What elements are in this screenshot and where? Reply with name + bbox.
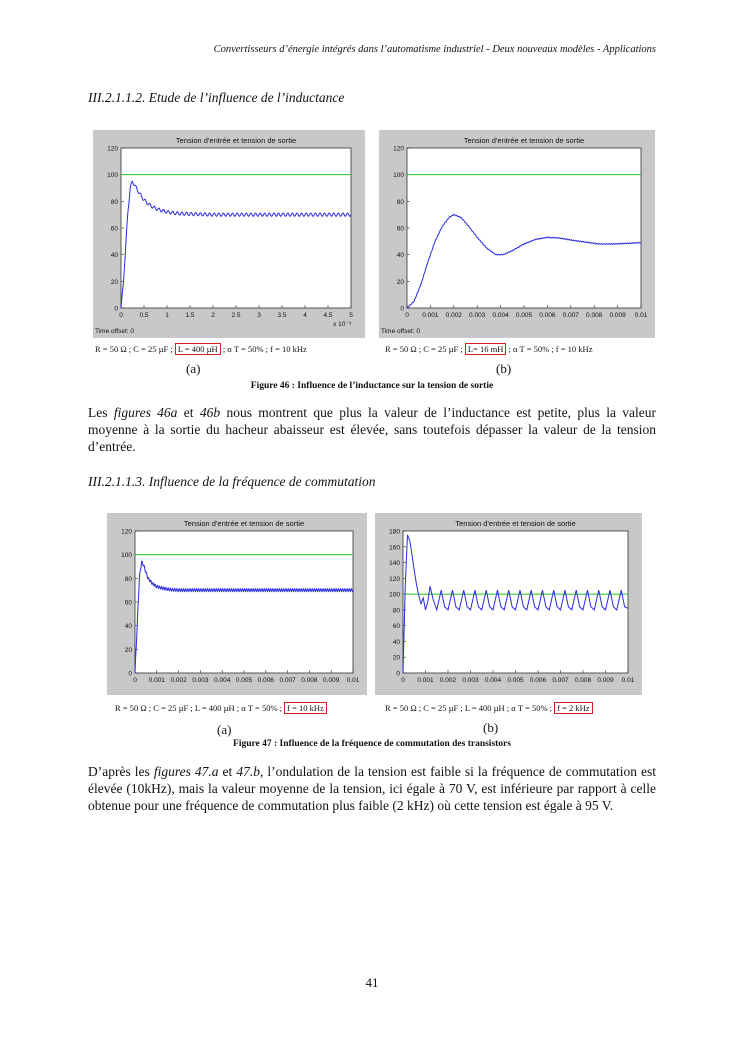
y-tick-label: 80	[124, 575, 132, 583]
fig46a-highlighted-param: L = 400 µH	[175, 343, 221, 355]
y-tick-label: 140	[389, 560, 400, 568]
x-tick-label: 0.009	[597, 677, 614, 684]
x-tick-label: 0.002	[445, 312, 462, 319]
y-tick-label: 0	[114, 305, 118, 313]
time-offset-label: Time offset: 0	[381, 328, 421, 335]
chart-fig47a	[107, 513, 367, 695]
x-tick-label: 0.003	[469, 312, 486, 319]
y-tick-label: 80	[110, 198, 118, 206]
y-tick-label: 120	[393, 145, 404, 153]
y-tick-label: 40	[392, 638, 400, 646]
x-tick-label: 3	[257, 312, 261, 319]
x-tick-label: 0.005	[235, 677, 253, 684]
x-tick-label: 5	[349, 312, 353, 319]
fig46-label-b: (b)	[496, 361, 512, 376]
y-tick-label: 20	[392, 654, 400, 662]
x-tick-label: 4	[303, 312, 307, 319]
y-tick-label: 80	[392, 607, 400, 615]
y-tick-label: 20	[396, 278, 404, 286]
x-tick-label: 0.007	[552, 677, 569, 684]
y-tick-label: 60	[124, 599, 132, 607]
x-tick-label: 0.003	[192, 677, 209, 684]
chart-fig46b	[379, 130, 655, 338]
fig46b-parameters: R = 50 Ω ; C = 25 µF ; L= 16 mH ; α T = 50% ; f = 10 kHz	[385, 344, 593, 354]
y-tick-label: 40	[110, 252, 118, 260]
x-tick-label: 0.005	[515, 312, 533, 319]
x-tick-label: 0.007	[562, 312, 579, 319]
y-tick-label: 120	[389, 575, 400, 583]
x-tick-label: 0.002	[170, 677, 187, 684]
y-tick-label: 60	[396, 225, 404, 233]
plot-area	[121, 148, 351, 308]
fig46a-parameters: R = 50 Ω ; C = 25 µF ; L = 400 µH ; α T = 50% ; f = 10 kHz	[95, 344, 307, 354]
x-tick-label: 0.003	[462, 677, 479, 684]
x-tick-label: 1	[165, 312, 169, 319]
chart-fig47b	[375, 513, 642, 695]
x-tick-label: 0.001	[417, 677, 434, 684]
y-tick-label: 100	[389, 591, 400, 599]
x-tick-label: 0.008	[301, 677, 318, 684]
figure-47-caption: Figure 47 : Influence de la fréquence de commutation des transistors	[233, 739, 511, 749]
y-tick-label: 40	[396, 252, 404, 260]
y-tick-label: 100	[107, 172, 118, 180]
y-tick-label: 20	[124, 646, 132, 654]
fig47-label-a: (a)	[217, 722, 232, 737]
x-tick-label: 0.004	[492, 312, 509, 319]
y-tick-label: 120	[121, 528, 132, 536]
chart-title: Tension d'entrée et tension de sortie	[183, 519, 305, 528]
paragraph-inductance: Les figures 46a et 46b nous montrent que plus la valeur de l’inductance est petite, plus la valeur moyenne à la sortie du hacheur abaisseur est élevée, sans toutefois dépasser la valeur de la tension d’entrée.	[88, 405, 656, 454]
x-tick-label: 0.006	[529, 677, 547, 684]
figure-46-caption: Figure 46 : Influence de l’inductance sur la tension de sortie	[250, 381, 494, 391]
fig47a-highlighted-param: f = 10 kHz	[284, 702, 327, 714]
page-number: 41	[365, 975, 379, 990]
x-tick-label: 1.5	[185, 312, 195, 319]
x-tick-label: 0	[401, 677, 405, 684]
section-heading-inductance: III.2.1.1.2. Etude de l’influence de l’inductance	[88, 90, 345, 105]
section-heading-frequency: III.2.1.1.3. Influence de la fréquence de commutation	[88, 474, 376, 489]
chart-title: Tension d'entrée et tension de sortie	[455, 519, 576, 528]
y-tick-label: 80	[396, 198, 404, 206]
x-tick-label: 3.5	[277, 312, 287, 319]
x-tick-label: 0.005	[507, 677, 524, 684]
y-tick-label: 0	[396, 670, 400, 678]
y-tick-label: 60	[110, 225, 118, 233]
chart-fig46a	[93, 130, 365, 338]
fig46-label-a: (a)	[186, 361, 201, 376]
y-tick-label: 40	[124, 623, 132, 631]
x-tick-label: 0.001	[148, 677, 165, 684]
x-tick-label: 2.5	[231, 312, 241, 319]
y-tick-label: 100	[121, 552, 132, 560]
running-header: Convertisseurs d’énergie intégrés dans l’automatisme industriel - Deux nouveaux modèles - Applications	[213, 44, 656, 55]
x-tick-label: 0	[119, 312, 123, 319]
y-tick-label: 20	[110, 278, 118, 286]
x-tick-label: 0.004	[214, 677, 231, 684]
y-tick-label: 60	[392, 623, 400, 631]
y-tick-label: 120	[107, 145, 118, 153]
x-tick-label: 0.01	[621, 677, 635, 684]
y-tick-label: 0	[400, 305, 404, 313]
chart-title: Tension d'entrée et tension de sortie	[175, 136, 297, 145]
x-tick-label: 0.009	[323, 677, 340, 684]
x-tick-label: 0.002	[439, 677, 457, 684]
x-tick-label: 0.008	[586, 312, 603, 319]
fig46b-highlighted-param: L= 16 mH	[465, 343, 507, 355]
x-tick-label: 0.006	[539, 312, 556, 319]
fig47-label-b: (b)	[483, 720, 499, 735]
x-tick-label: 4.5	[323, 312, 333, 319]
x-tick-label: 0.001	[422, 312, 439, 319]
x-tick-label: 0.01	[634, 312, 648, 319]
x-tick-label: 0.006	[257, 677, 274, 684]
x-tick-label: 0.008	[574, 677, 592, 684]
plot-area	[135, 531, 353, 673]
fig47b-parameters: R = 50 Ω ; C = 25 µF ; L = 400 µH ; α T = 50% ; f = 2 kHz	[385, 703, 593, 713]
y-tick-label: 180	[389, 528, 400, 536]
y-tick-label: 0	[128, 670, 132, 678]
paragraph-frequency: D’après les figures 47.a et 47.b, l’ondulation de la tension est faible si la fréquence de commutation est élevée (10kHz), mais la valeur moyenne de la tension, ici égale à 70 V, est inférieure par rapport à celle obtenue pour une fréquence de commutation plus faible (2 kHz) où cette tension est égale à 95 V.	[88, 764, 657, 813]
fig47b-highlighted-param: f = 2 kHz	[554, 702, 592, 714]
chart-title: Tension d'entrée et tension de sortie	[463, 136, 585, 145]
x-tick-label: 0.004	[484, 677, 502, 684]
fig47a-parameters: R = 50 Ω ; C = 25 µF ; L = 400 µH ; α T = 50% ; f = 10 kHz	[115, 703, 327, 713]
x-tick-label: 0.5	[139, 312, 149, 319]
x-tick-label: 0.007	[279, 677, 296, 684]
x-tick-label: 2	[211, 312, 215, 319]
plot-area	[403, 531, 628, 673]
x-tick-label: 0	[405, 312, 409, 319]
x-tick-label: 0.009	[609, 312, 626, 319]
x-exponent-label: x 10⁻³	[333, 321, 351, 328]
x-tick-label: 0	[133, 677, 137, 684]
time-offset-label: Time offset: 0	[95, 328, 135, 335]
x-tick-label: 0.01	[346, 677, 360, 684]
y-tick-label: 100	[393, 172, 404, 180]
y-tick-label: 160	[389, 544, 400, 552]
